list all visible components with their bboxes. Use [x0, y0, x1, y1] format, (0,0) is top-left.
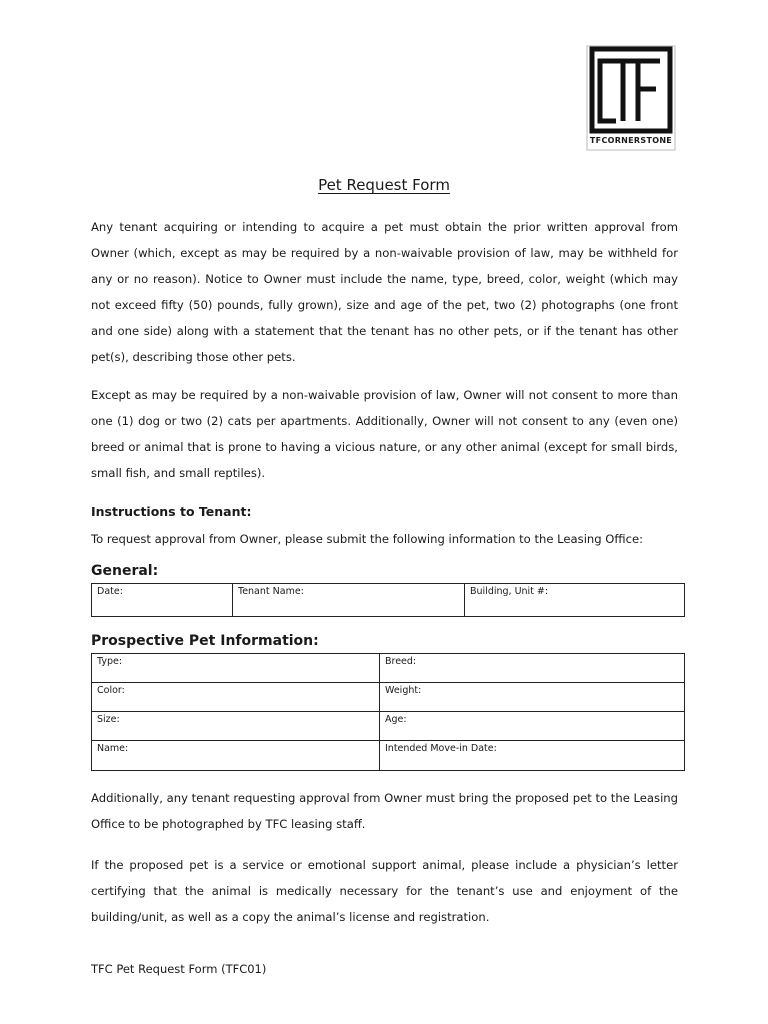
instructions-paragraph: To request approval from Owner, please submit the following information to the Leasing Office:: [91, 532, 644, 546]
pet-name-field[interactable]: Name:: [92, 741, 380, 771]
page-title: Pet Request Form: [318, 176, 450, 194]
pet-weight-field[interactable]: Weight:: [380, 683, 685, 712]
intro-paragraph: Any tenant acquiring or intending to acquire a pet must obtain the prior written approval from Owner (which, except as may be required by a non-waivable provision of law, may be withheld for any or no reason). Notice to Owner must include the name, type, breed, color, weight (which may not exceed fifty (50) pounds, fully grown), size and age of the pet, two (2) photographs (one front and one side) along with a statement that the tenant has no other pets, or if the tenant has other pet(s), describing those other pets.: [91, 220, 678, 364]
building-unit-field[interactable]: Building, Unit #:: [465, 584, 685, 617]
logo-wordmark: TFCORNERSTONE: [589, 136, 673, 145]
consent-paragraph: Except as may be required by a non-waivable provision of law, Owner will not consent to more than one (1) dog or two (2) cats per apartments. Additionally, Owner will not consent to any (even one) breed or animal that is prone to having a vicious nature, or any other animal (except for small birds, small fish, and small reptiles).: [91, 388, 678, 480]
service-animal-paragraph: If the proposed pet is a service or emotional support animal, please include a physician’s letter certifying that the animal is medically necessary for the tenant’s use and enjoyment of the building/unit, as well as a copy the animal’s license and registration.: [91, 858, 678, 924]
photo-paragraph: Additionally, any tenant requesting approval from Owner must bring the proposed pet to the Leasing Office to be photographed by TFC leasing staff.: [91, 791, 678, 831]
pet-type-field[interactable]: Type:: [92, 654, 380, 683]
pet-info-section-heading: Prospective Pet Information:: [91, 633, 319, 649]
move-in-date-field[interactable]: Intended Move-in Date:: [380, 741, 685, 771]
general-table: [91, 583, 685, 617]
pet-color-field[interactable]: Color:: [92, 683, 380, 712]
pet-age-field[interactable]: Age:: [380, 712, 685, 741]
page-footer: TFC Pet Request Form (TFC01): [91, 962, 267, 976]
tenant-name-field[interactable]: Tenant Name:: [233, 584, 465, 617]
pet-size-field[interactable]: Size:: [92, 712, 380, 741]
pet-info-table: [91, 653, 685, 771]
instructions-heading: Instructions to Tenant:: [91, 504, 252, 519]
pet-breed-field[interactable]: Breed:: [380, 654, 685, 683]
general-section-heading: General:: [91, 563, 159, 579]
date-field[interactable]: Date:: [92, 584, 233, 617]
